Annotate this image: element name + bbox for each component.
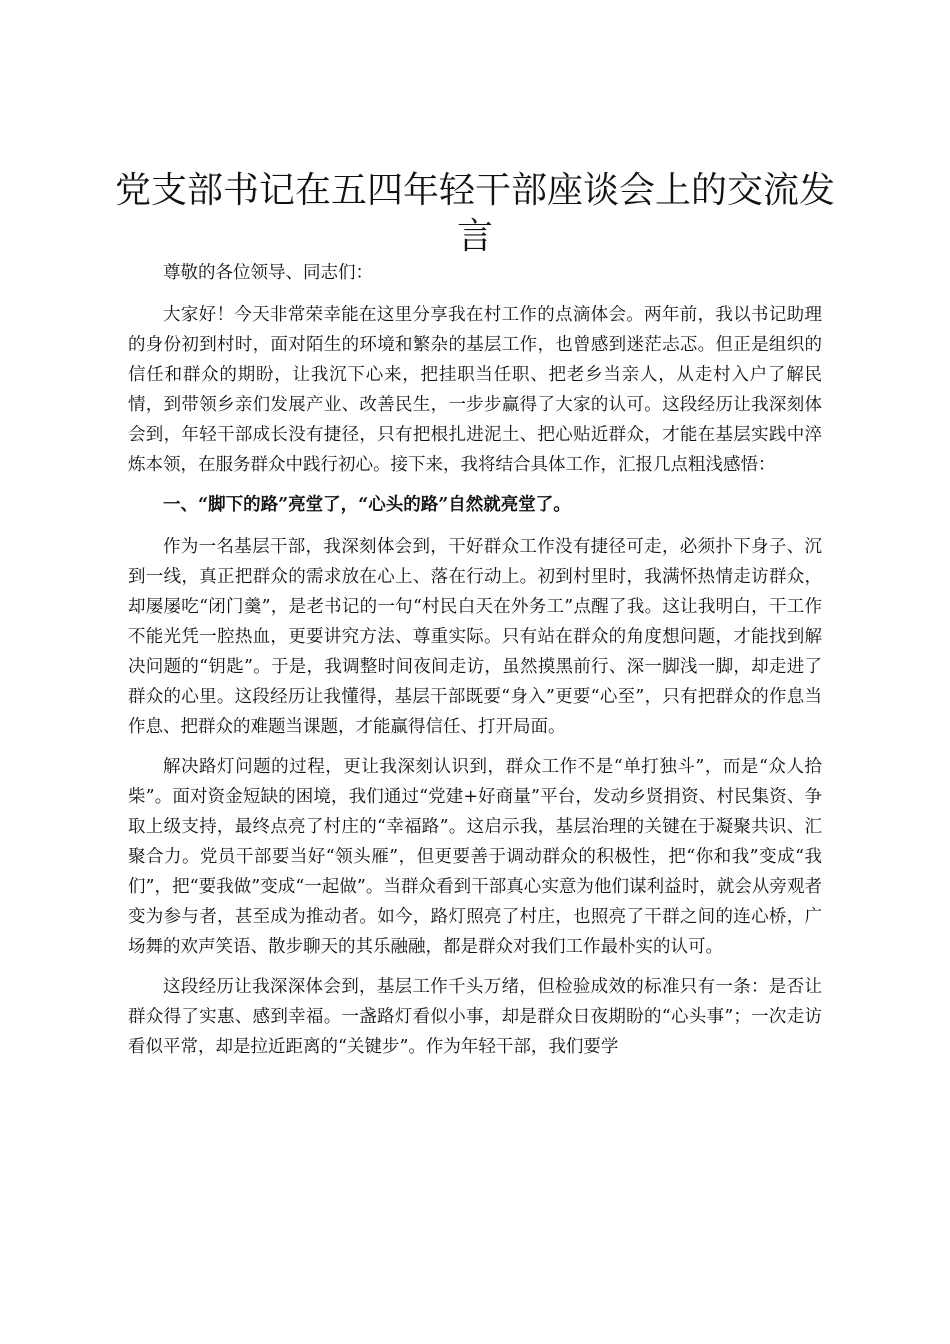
section1-paragraph-1: 作为一名基层干部，我深刻体会到，干好群众工作没有捷径可走，必须扑下身子、沉到一线，真正把群众的需求放在心上、落在行动上。初到村里时，我满怀热情走访群众，却屡屡吃“闭门羹”，是老书记的一句“村民白天在外务工”点醒了我。这让我明白，干工作不能光凭一腔热血，更要讲究方法、尊重实际。只有站在群众的角度想问题，才能找到解决问题的“钥匙”。于是，我调整时间夜间走访，虽然摸黑前行、深一脚浅一脚，却走进了群众的心里。这段经历让我懂得，基层干部既要“身入”更要“心至”，只有把群众的作息当作息、把群众的难题当课题，才能赢得信任、打开局面。 [128, 537, 822, 737]
document-body [128, 258, 822, 1072]
section1-paragraph-2: 解决路灯问题的过程，更让我深刻认识到，群众工作不是“单打独斗”，而是“众人拾柴”。面对资金短缺的困境，我们通过“党建+好商量”平台，发动乡贤捐资、村民集资、争取上级支持，最终点亮了村庄的“幸福路”。这启示我，基层治理的关键在于凝聚共识、汇聚合力。党员干部要当好“领头雁”，但更要善于调动群众的积极性，把“你和我”变成“我们”，把“要我做”变成“一起做”。当群众看到干部真心实意为他们谋利益时，就会从旁观者变为参与者，甚至成为推动者。如今，路灯照亮了村庄，也照亮了干群之间的连心桥，广场舞的欢声笑语、散步聊天的其乐融融，都是群众对我们工作最朴实的认可。 [128, 757, 822, 957]
document-title: 党支部书记在五四年轻干部座谈会上的交流发言 [114, 170, 835, 257]
intro-paragraph: 大家好！今天非常荣幸能在这里分享我在村工作的点滴体会。两年前，我以书记助理的身份初到村时，面对陌生的环境和繁杂的基层工作，也曾感到迷茫忐忑。但正是组织的信任和群众的期盼，让我沉下心来，把挂职当任职、把老乡当亲人，从走村入户了解民情，到带领乡亲们发展产业、改善民生，一步步赢得了大家的认可。这段经历让我深刻体会到，年轻干部成长没有捷径，只有把根扎进泥土、把心贴近群众，才能在基层实践中淬炼本领，在服务群众中践行初心。接下来，我将结合具体工作，汇报几点粗浅感悟： [128, 305, 822, 475]
greeting: 尊敬的各位领导、同志们： [163, 263, 373, 283]
section-heading-1: 一、“脚下的路”亮堂了，“心头的路”自然就亮堂了。 [163, 495, 571, 515]
section1-paragraph-3: 这段经历让我深深体会到，基层工作千头万绪，但检验成效的标准只有一条：是否让群众得了实惠、感到幸福。一盏路灯看似小事，却是群众日夜期盼的“心头事”；一次走访看似平常，却是拉近距离的“关键步”。作为年轻干部，我们要学 [128, 977, 822, 1057]
